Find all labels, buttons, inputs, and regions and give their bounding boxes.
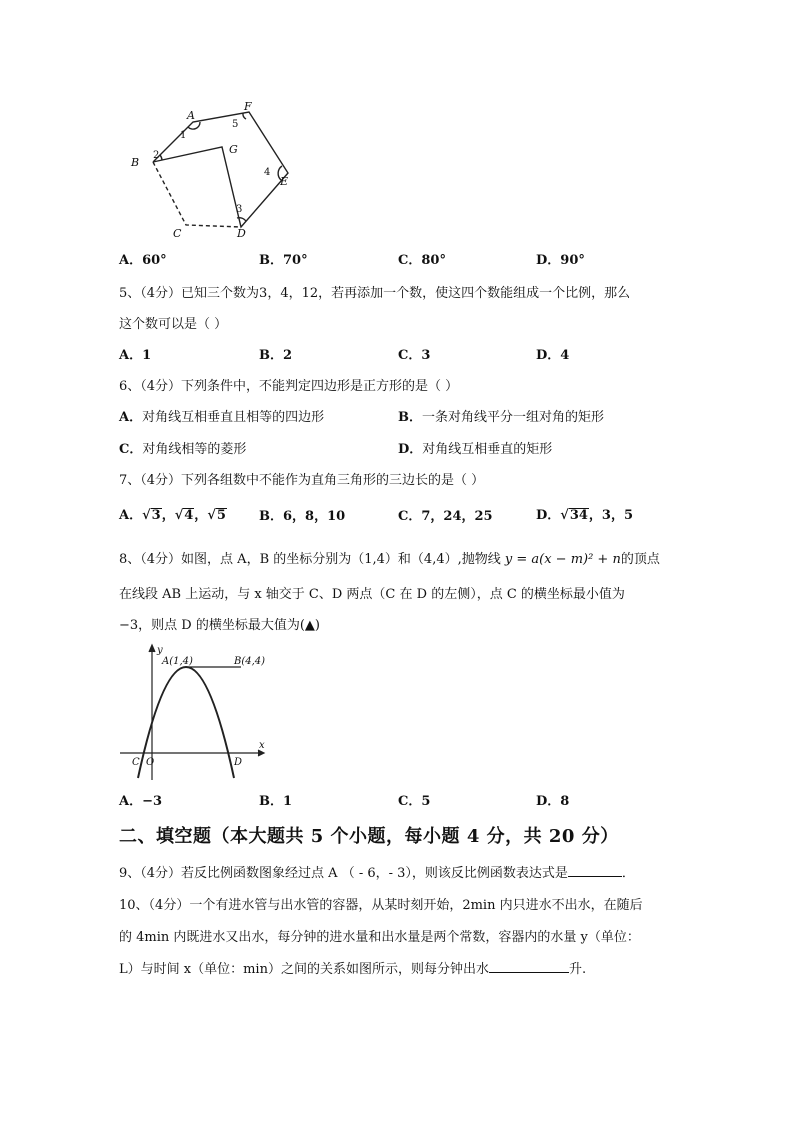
angle-arc-3 [237, 218, 246, 221]
q10-stem-line1: 10、（4分）一个有进水管与出水管的容器，从某时刻开始，2min 内只进水不出水，在随后 [119, 898, 643, 913]
q7-option-a-sep1: ， [161, 508, 175, 523]
q8-option-a-text: −3 [142, 794, 163, 809]
q5-stem-line2: 这个数可以是（ ） [119, 317, 228, 332]
q4-option-b-text: 70° [283, 253, 308, 268]
q5-option-b-text: 2 [283, 348, 293, 363]
q8-stem-pre: 8、（4分）如图，点 A，B 的坐标分别为（1,4）和（4,4）,抛物线 [119, 552, 501, 567]
angle-arc-5 [243, 113, 246, 119]
q7-option-a-radicand-2: 4 [184, 508, 194, 523]
q7-option-b-letter: B． [259, 509, 283, 524]
q5-option-a-letter: A． [119, 348, 143, 363]
point-c-label: C [132, 757, 140, 768]
sqrt-icon: √ [207, 508, 216, 523]
q8-option-d[interactable] [536, 790, 569, 809]
q4-option-d[interactable] [536, 249, 585, 268]
q8-option-b-text: 1 [283, 794, 293, 809]
q7-option-c[interactable] [398, 505, 493, 524]
q7-option-b[interactable] [259, 505, 345, 524]
q7-option-d-rest: ，3，5 [588, 508, 634, 523]
q5-stem-line1: 5、（4分）已知三个数为3，4，12，若再添加一个数，使这四个数能组成一个比例，那么 [119, 286, 631, 301]
q7-option-a-radicand-1: 3 [151, 508, 161, 523]
q6-option-d-text: 对角线互相垂直的矩形 [422, 442, 553, 457]
q6-option-c[interactable] [119, 438, 246, 457]
q4-option-c[interactable] [398, 249, 446, 268]
label-A: A [187, 109, 195, 122]
q8-option-b-letter: B． [259, 794, 283, 809]
q5-option-b[interactable] [259, 344, 292, 363]
q10-text-pre: L）与时间 x（单位：min）之间的关系如图所示，则每分钟出水 [119, 962, 489, 977]
q6-option-a-text: 对角线互相垂直且相等的四边形 [142, 410, 325, 425]
q6-stem: 6、（4分）下列条件中，不能判定四边形是正方形的是（ ） [119, 379, 459, 394]
q5-option-b-letter: B． [259, 348, 283, 363]
q6-option-b[interactable] [398, 406, 604, 425]
q8-stem-line2: 在线段 AB 上运动，与 x 轴交于 C、D 两点（C 在 D 的左侧），点 C 的横坐标最小值为 [119, 587, 625, 602]
q4-option-b-letter: B． [259, 253, 283, 268]
y-axis-label: y [157, 645, 163, 656]
q7-option-c-text: 7，24，25 [421, 509, 493, 524]
q5-option-a[interactable] [119, 344, 151, 363]
q8-stem-line1 [119, 548, 660, 567]
q8-option-c-text: 5 [421, 794, 431, 809]
q8-option-b[interactable] [259, 790, 292, 809]
label-D: D [237, 227, 246, 240]
x-axis-label: x [259, 740, 265, 751]
section-2-title: 二、填空题（本大题共 5 个小题，每小题 4 分，共 20 分） [119, 826, 619, 847]
parabola-figure [118, 642, 278, 782]
label-G: G [229, 143, 238, 156]
sqrt-icon: √ [142, 508, 151, 523]
q10-text-post: 升. [568, 962, 587, 977]
q7-option-d-letter: D． [536, 508, 561, 523]
q6-option-d-letter: D． [398, 442, 423, 457]
q10-answer-blank[interactable] [489, 960, 569, 973]
q6-option-a[interactable] [119, 406, 324, 425]
origin-label: O [146, 757, 155, 768]
angle-2: 2 [153, 150, 160, 161]
label-B: B [131, 156, 140, 169]
q4-option-c-letter: C． [398, 253, 422, 268]
angle-3: 3 [236, 204, 243, 215]
q6-option-a-letter: A． [119, 410, 143, 425]
q7-stem: 7、（4分）下列各组数中不能作为直角三角形的三边长的是（ ） [119, 473, 485, 488]
q4-option-b[interactable] [259, 249, 308, 268]
q6-option-c-letter: C． [119, 442, 143, 457]
q7-option-b-text: 6，8，10 [283, 509, 346, 524]
label-F: F [244, 100, 252, 113]
q4-option-a[interactable] [119, 249, 167, 268]
q5-option-c-text: 3 [421, 348, 431, 363]
q6-option-c-text: 对角线相等的菱形 [142, 442, 247, 457]
q5-option-d[interactable] [536, 344, 569, 363]
q8-stem-line3: −3，则点 D 的横坐标最大值为(▲) [119, 618, 320, 633]
q4-option-a-letter: A． [119, 253, 143, 268]
point-b-label: B(4,4) [234, 656, 266, 667]
q7-option-d[interactable] [536, 504, 633, 523]
q5-option-d-letter: D． [536, 348, 561, 363]
q8-option-a-letter: A． [119, 794, 143, 809]
sqrt-icon: √ [560, 508, 569, 523]
q6-option-d[interactable] [398, 438, 552, 457]
q8-option-d-letter: D． [536, 794, 561, 809]
q5-option-d-text: 4 [560, 348, 570, 363]
q5-option-a-text: 1 [142, 348, 152, 363]
q7-option-c-letter: C． [398, 509, 422, 524]
q8-option-c[interactable] [398, 790, 430, 809]
q9-stem [119, 862, 635, 881]
q6-option-b-letter: B． [398, 410, 422, 425]
q8-formula: y = a(x − m)² + n [504, 552, 621, 567]
q4-option-c-text: 80° [421, 253, 446, 268]
q4-option-d-text: 90° [560, 253, 585, 268]
q8-option-d-text: 8 [560, 794, 570, 809]
q10-stem-line3 [119, 958, 586, 977]
point-d-label: D [234, 757, 243, 768]
q8-option-a[interactable] [119, 790, 162, 809]
polygon-figure [118, 95, 308, 240]
q8-option-c-letter: C． [398, 794, 422, 809]
label-E: E [280, 175, 289, 188]
q4-option-a-text: 60° [142, 253, 167, 268]
q7-option-a[interactable] [119, 504, 227, 523]
point-a-label: A(1,4) [162, 656, 193, 667]
y-axis-arrow [149, 645, 155, 652]
angle-1: 1 [180, 130, 187, 141]
q7-option-a-sep2: ， [194, 508, 208, 523]
label-C: C [173, 227, 182, 240]
q7-option-a-letter: A． [119, 508, 143, 523]
q9-text: 9、（4分）若反比例函数图象经过点 A （ - 6，- 3），则该反比例函数表达式是 [119, 866, 568, 881]
angle-5: 5 [232, 119, 239, 130]
sqrt-icon: √ [174, 508, 184, 523]
q10-stem-line2: 的 4min 内既进水又出水，每分钟的进水量和出水量是两个常数，容器内的水量 y（单位： [119, 930, 640, 945]
q7-option-a-radicand-3: 5 [216, 508, 226, 523]
q5-option-c-letter: C． [398, 348, 422, 363]
q4-option-d-letter: D． [536, 253, 561, 268]
q5-option-c[interactable] [398, 344, 430, 363]
q9-end: ． [621, 866, 635, 881]
q8-stem-post: 的顶点 [620, 552, 660, 567]
q6-option-b-text: 一条对角线平分一组对角的矩形 [422, 410, 605, 425]
q7-option-d-radicand: 34 [569, 508, 588, 523]
angle-arc-2 [160, 155, 162, 160]
q9-answer-blank[interactable] [568, 864, 622, 877]
angle-4: 4 [264, 167, 271, 178]
